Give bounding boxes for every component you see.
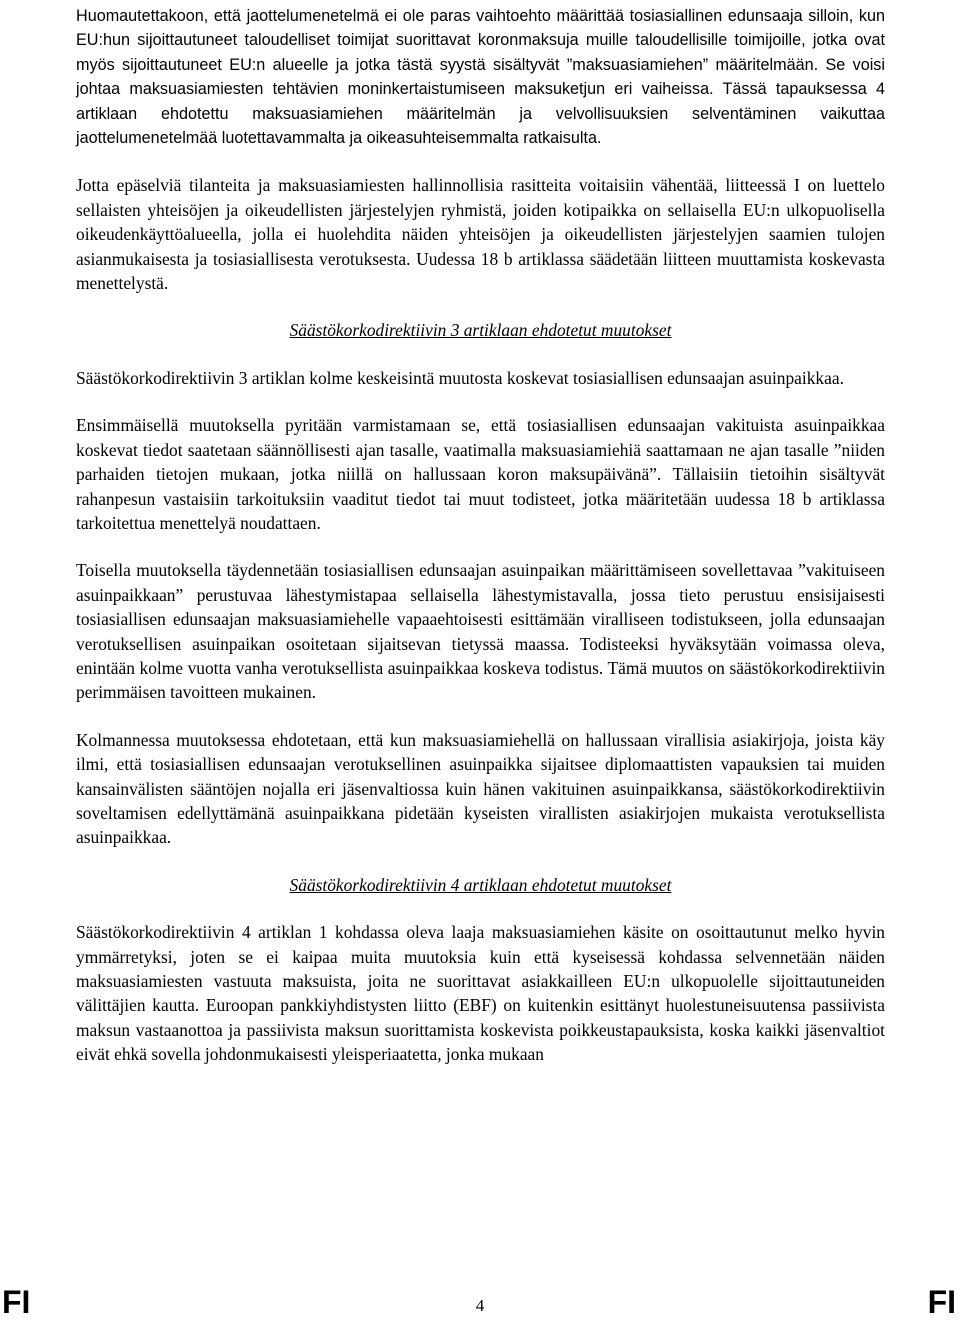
language-code-right: FI: [927, 1284, 956, 1320]
page-footer: [0, 1280, 960, 1320]
section-heading-article-3: Säästökorkodirektiivin 3 artiklaan ehdotetut muutokset: [289, 320, 672, 341]
document-page: [76, 4, 885, 1067]
section-heading-article-4: Säästökorkodirektiivin 4 artiklaan ehdotetut muutokset: [289, 874, 672, 895]
paragraph-intro: Huomautettakoon, että jaottelumenetelmä ei ole paras vaihtoehto määrittää tosiasiallinen edunsaaja silloin, kun EU:hun sijoittautuneet taloudelliset toimijat suorittavat koronmaksuja muille taloudellisille toimijoille, jotka ovat myös sijoittautuneet EU:n alueelle ja jotka tästä syystä sisältyvät ”maksuasiamiehen” määritelmään. Se voisi johtaa maksuasiamiesten tehtävien moninkertaistumiseen maksuketjun eri vaiheissa. Tässä tapauksessa 4 artiklaan ehdotettu maksuasiamiehen määritelmän ja velvollisuuksien selventäminen vaikuttaa jaottelumenetelmää luotettavammalta ja oikeasuhteisemmalta ratkaisulta.: [76, 7, 885, 148]
paragraph-first-change: Ensimmäisellä muutoksella pyritään varmistamaan se, että tosiasiallisen edunsaajan vakituista asuinpaikkaa koskevat tiedot saatetaan säännöllisesti ajan tasalle, vaatimalla maksuasiamiehiä saattamaan ne ajan tasalle ”niiden parhaiden tietojen mukaan, jotka niillä on hallussaan koron maksupäivänä”. Tällaisiin tietoihin sisältyvät rahanpesun vastaisiin tarkoituksiin vaaditut tiedot tai muut todisteet, jotka määritetään uudessa 18 b artiklassa tarkoitettua menettelyä noudattaen.: [76, 415, 885, 533]
paragraph-second-change: Toisella muutoksella täydennetään tosiasiallisen edunsaajan asuinpaikan määrittämiseen sovellettavaa ”vakituiseen asuinpaikkaan” perustuvaa lähestymistapaa sellaisella lähestymistavalla, jossa tieto perustuu ensisijaisesti tosiasiallisen edunsaajan maksuasiamiehelle vapaaehtoisesti esittämään viralliseen todistukseen, jolla edunsaajan verotuksellisen asuinpaikan osoitetaan sijaitsevan tietyssä maassa. Todisteeksi hyväksytään voimassa oleva, enintään kolme vuotta vanha verotuksellista asuinpaikkaa koskeva todistus. Tämä muutos on säästökorkodirektiivin perimmäisen tavoitteen mukainen.: [76, 560, 885, 703]
paragraph-third-change: Kolmannessa muutoksessa ehdotetaan, että kun maksuasiamiehellä on hallussaan virallisia asiakirjoja, joista käy ilmi, että tosiasiallisen edunsaajan verotuksellinen asuinpaikka sijaitsee diplomaattisten vapauksien tai muiden kansainvälisten sääntöjen nojalla eri jäsenvaltiossa kuin hänen vakituinen asuinpaikkansa, säästökorkodirektiivin soveltamisen edellyttämänä asuinpaikkana pidetään kyseisten virallisten asiakirjojen mukaista verotuksellista asuinpaikkaa.: [76, 729, 885, 848]
paragraph-article-4: Säästökorkodirektiivin 4 artiklan 1 kohdassa oleva laaja maksuasiamiehen käsite on osoittautunut melko hyvin ymmärretyksi, joten se ei kaipaa muita muutoksia kuin että kyseisessä kohdassa selvennetään näiden maksuasiamiesten vastuuta maksuista, joita ne suorittavat asiakkailleen EU:n ulkopuolelle sijoittautuneiden välittäjien kautta. Euroopan pankkiyhdistysten liitto (EBF) on kuitenkin esittänyt huolestuneisuutensa passiivista maksun vastaanottoa ja passiivista maksun suorittamista koskevista poikkeustapauksista, koska kaikki jäsenvaltiot eivät ehkä sovella johdonmukaisesti yleisperiaatetta, jonka mukaan: [76, 922, 885, 1065]
paragraph-annex: Jotta epäselviä tilanteita ja maksuasiamiesten hallinnollisia rasitteita voitaisiin vähentää, liitteessä I on luettelo sellaisten yhteisöjen ja oikeudellisten järjestelyjen ryhmistä, joiden kotipaikka on sellaisella EU:n ulkopuolisella oikeudenkäyttöalueella, jolla ei huolehdita näiden yhteisöjen ja oikeudellisten järjestelyjen saamien tulojen asianmukaisesta ja tosiasiallisesta verotuksesta. Uudessa 18 b artiklassa säädetään liitteen muuttamista koskevasta menettelystä.: [76, 175, 885, 294]
page-number: 4: [475, 1296, 485, 1315]
paragraph-article-3-summary: Säästökorkodirektiivin 3 artiklan kolme keskeisintä muutosta koskevat tosiasiallisen edunsaajan asuinpaikkaa.: [76, 367, 844, 388]
language-code-left: FI: [2, 1284, 31, 1320]
